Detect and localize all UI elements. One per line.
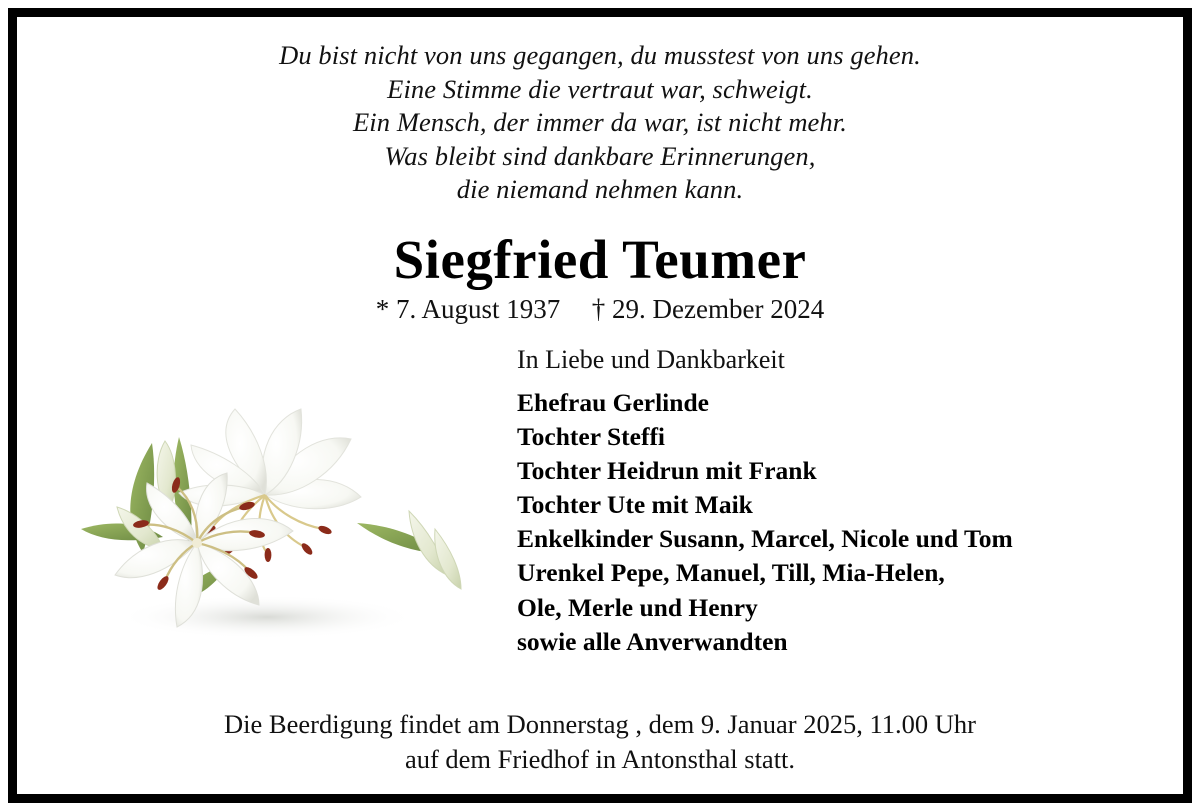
middle-section <box>47 345 1153 656</box>
verse-line-2: Eine Stimme die vertraut war, schweigt. <box>387 73 813 104</box>
family-line: Ehefrau Gerlinde <box>517 388 709 418</box>
family-line: sowie alle Anverwandten <box>517 626 788 656</box>
card-inner-border <box>15 15 1185 796</box>
funeral-line-1: Die Beerdigung findet am Donnerstag , dem 9. Januar 2025, 11.00 Uhr <box>224 709 976 740</box>
birth-date: * 7. August 1937 <box>375 294 561 325</box>
family-intro: In Liebe und Dankbarkeit <box>517 345 785 375</box>
funeral-line-2: auf dem Friedhof in Antonsthal statt. <box>404 743 796 774</box>
family-line: Tochter Steffi <box>517 422 666 452</box>
verse-line-5: die niemand nehmen kann. <box>456 174 744 205</box>
funeral-details <box>17 707 1183 776</box>
family-line: Enkelkinder Susann, Marcel, Nicole und Tom <box>517 524 1013 554</box>
deceased-name: Siegfried Teumer <box>393 228 807 290</box>
white-lily-flowers-image <box>57 403 477 643</box>
card-body <box>17 17 1183 794</box>
family-line: Tochter Ute mit Maik <box>517 490 753 520</box>
memorial-verse <box>47 39 1153 207</box>
family-line: Ole, Merle und Henry <box>517 592 758 622</box>
family-block <box>517 345 1153 658</box>
verse-line-1: Du bist nicht von uns gegangen, du musstest von uns gehen. <box>279 40 921 70</box>
verse-line-3: Ein Mensch, der immer da war, ist nicht mehr. <box>353 107 847 138</box>
death-date: † 29. Dezember 2024 <box>591 294 825 325</box>
verse-line-4: Was bleibt sind dankbare Erinnerungen, <box>384 140 816 171</box>
family-line: Tochter Heidrun mit Frank <box>517 456 817 486</box>
life-dates <box>47 294 1153 325</box>
family-list <box>517 386 1153 658</box>
family-line: Urenkel Pepe, Manuel, Till, Mia-Helen, <box>517 558 945 588</box>
card-outer-border <box>8 8 1192 803</box>
